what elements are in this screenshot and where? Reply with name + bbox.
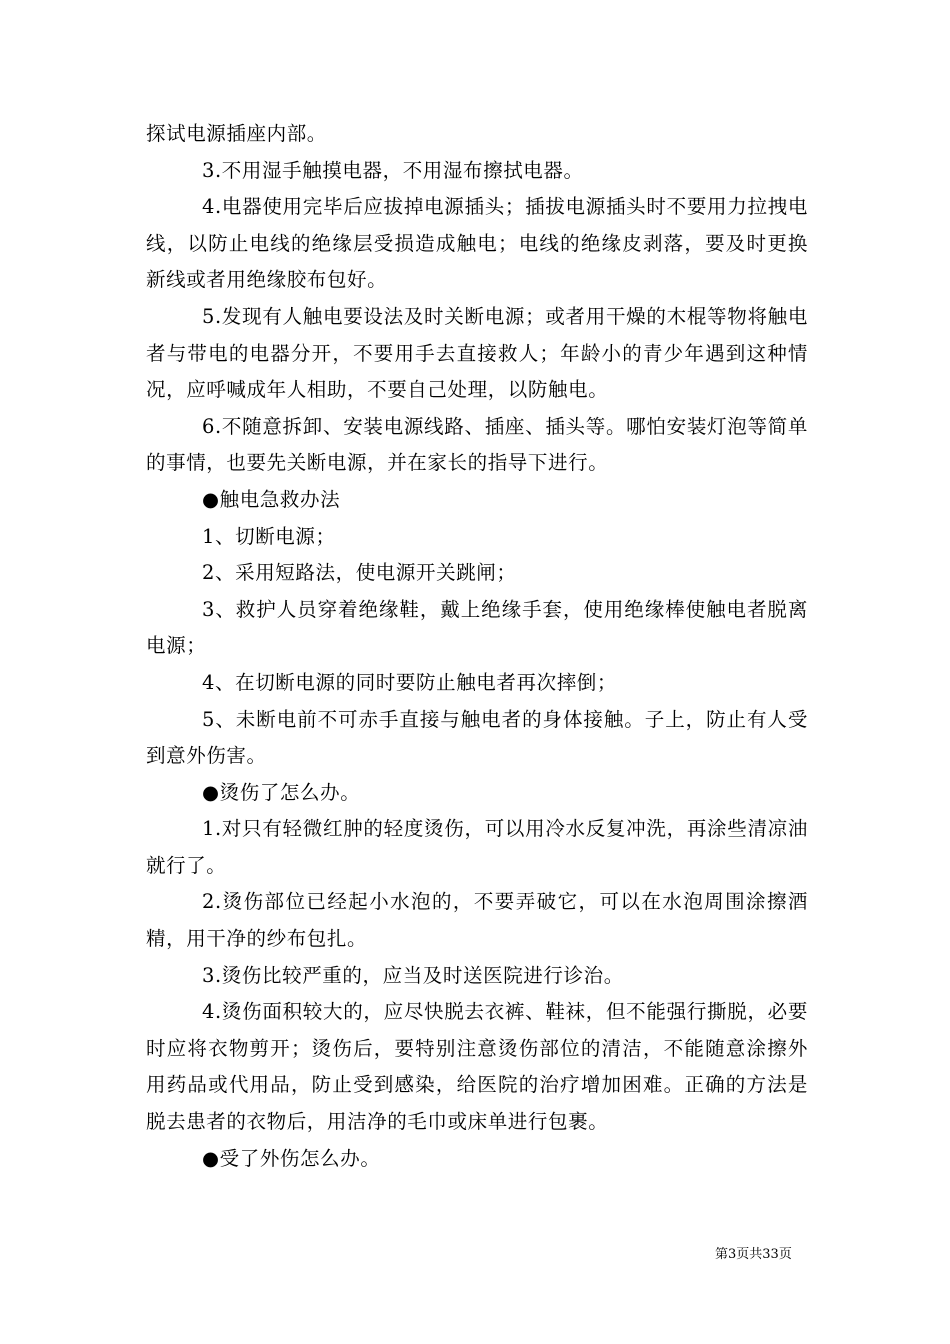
paragraph: 探试电源插座内部。 xyxy=(146,122,327,145)
paragraph: 4.烫伤面积较大的，应尽快脱去衣裤、鞋袜，但不能强行撕脱，必要时应将衣物剪开；烫伤后，要特别注意烫伤部位的清洁，不能随意涂擦外用药品或代用品，防止受到感染，给医院的治疗增加困难。正确的方法是脱去患者的衣物后，用洁净的毛巾或床单进行包裹。 xyxy=(146,1000,808,1134)
paragraph: 3.不用湿手触摸电器，不用湿布擦拭电器。 xyxy=(202,158,584,182)
paragraph: 3.烫伤比较严重的，应当及时送医院进行诊治。 xyxy=(202,963,624,987)
document-body xyxy=(146,116,808,1177)
section-heading: ●烫伤了怎么办。 xyxy=(202,780,361,804)
list-item: 5、未断电前不可赤手直接与触电者的身体接触。子上，防止有人受到意外伤害。 xyxy=(146,707,808,768)
page-number: 第3页共33页 xyxy=(715,1247,792,1262)
paragraph: 4.电器使用完毕后应拔掉电源插头；插拔电源插头时不要用力拉拽电线，以防止电线的绝缘层受损造成触电；电线的绝缘皮剥落，要及时更换新线或者用绝缘胶布包好。 xyxy=(146,195,808,292)
paragraph: 5.发现有人触电要设法及时关断电源；或者用干燥的木棍等物将触电者与带电的电器分开，不要用手去直接救人；年龄小的青少年遇到这种情况，应呼喊成年人相助，不要自己处理，以防触电。 xyxy=(146,304,808,402)
list-item: 1、切断电源； xyxy=(202,524,336,548)
paragraph: 1.对只有轻微红肿的轻度烫伤，可以用冷水反复冲洗，再涂些清凉油就行了。 xyxy=(146,817,808,877)
list-item: 3、救护人员穿着绝缘鞋，戴上绝缘手套，使用绝缘棒使触电者脱离电源； xyxy=(146,597,808,658)
list-item: 2、采用短路法，使电源开关跳闸； xyxy=(202,561,517,585)
paragraph: 2.烫伤部位已经起小水泡的，不要弄破它，可以在水泡周围涂擦酒精，用干净的纱布包扎。 xyxy=(146,890,808,951)
list-item: 4、在切断电源的同时要防止触电者再次摔倒； xyxy=(202,670,618,694)
section-heading: ●触电急救办法 xyxy=(202,487,341,511)
section-heading: ●受了外伤怎么办。 xyxy=(202,1146,381,1170)
paragraph: 6.不随意拆卸、安装电源线路、插座、插头等。哪怕安装灯泡等简单的事情，也要先关断电源，并在家长的指导下进行。 xyxy=(146,414,808,475)
